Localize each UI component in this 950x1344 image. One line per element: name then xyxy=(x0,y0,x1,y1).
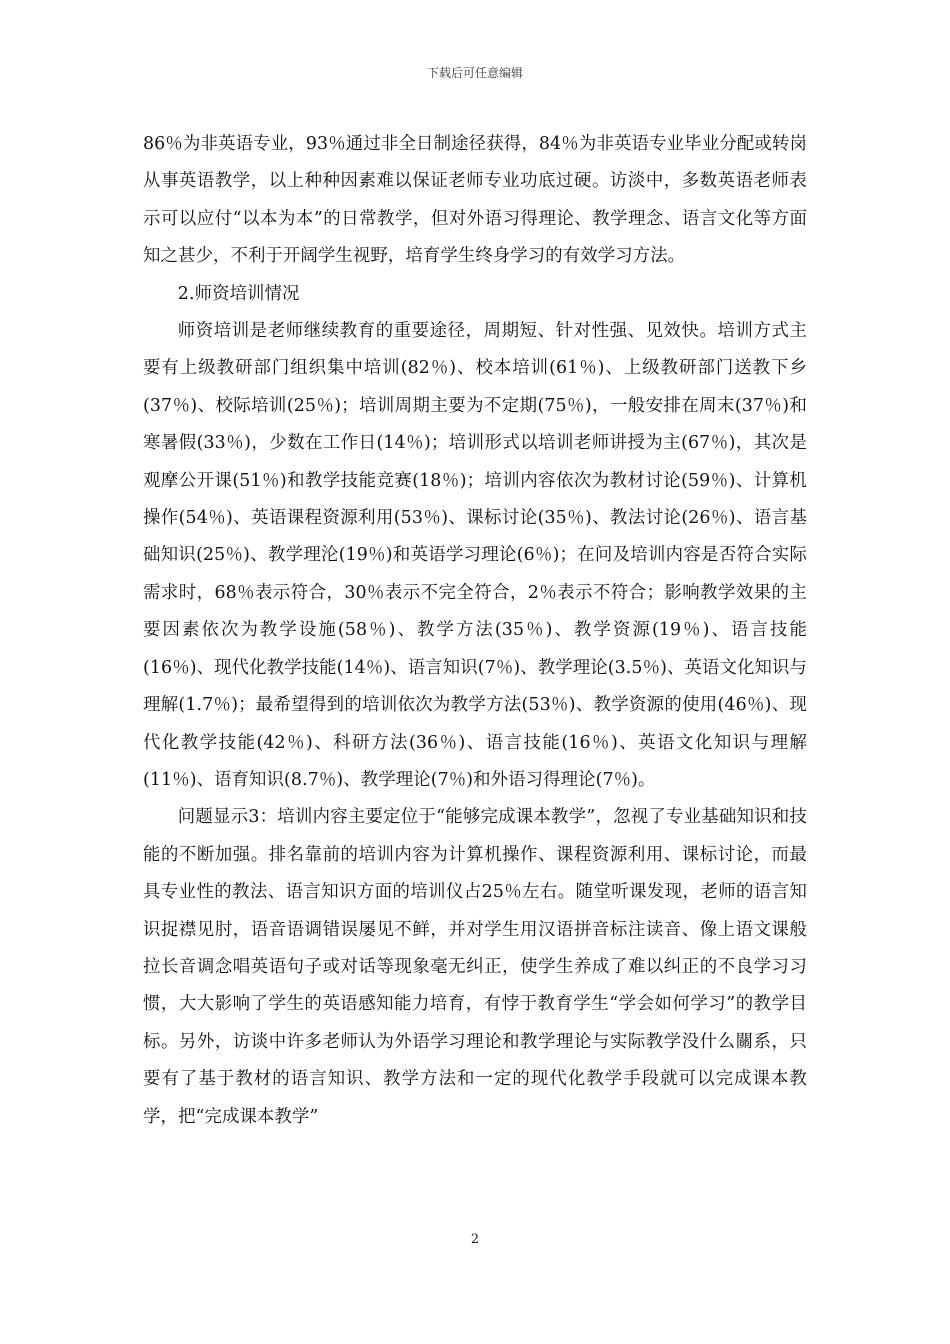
paragraph-training: 师资培训是老师继续教育的重要途径，周期短、针对性强、见效快。培训方式主要有上级教研部门组织集中培训(82％)、校本培训(61％)、上级教研部门送教下乡(37％)、校际培训(25％)；培训周期主要为不定期(75％)，一般安排在周末(37％)和寒暑假(33％)，少数在工作日(14％)；培训形式以培训老师讲授为主(67％)，其次是观摩公开课(51％)和教学技能竞赛(18％)；培训内容依次为教材讨论(59％)、计算机操作(54％)、英语课程资源利用(53％)、课标讨论(35％)、教法讨论(26％)、语言基础知识(25％)、教学理沦(19％)和英语学习理论(6％)；在问及培训内容是否符合实际需求时，68％表示符合，30％表示不完全符合，2％表示不符合；影响教学效果的主要因素依次为教学设施(58％)、教学方法(35％)、教学资源(19％)、语言技能(16％)、现代化教学技能(14％)、语言知识(7％)、教学理论(3.5％)、英语文化知识与理解(1.7％)；最希望得到的培训依次为教学方法(53％)、教学资源的使用(46％)、现代化教学技能(42％)、科研方法(36％)、语言技能(16％)、英语文化知识与理解(11％)、语育知识(8.7％)、教学理论(7％)和外语习得理论(7％)。 xyxy=(143,321,807,790)
section-heading: 2.师资培训情况 xyxy=(177,283,300,304)
paragraph-continuation: 86％为非英语专业，93％通过非全日制途径获得，84％为非英语专业毕业分配或转岗从事英语教学，以上种种因素难以保证老师专业功底过硬。访淡中，多数英语老师表示可以应付“以本为本”的日常教学，但对外语习得理论、教学理念、语言文化等方面知之甚少，不利于开阔学生视野，培育学生终身学习的有效学习方法。 xyxy=(143,134,807,267)
paragraph-problem-3: 问题显示3：培训内容主要定位于“能够完成课本教学”，忽视了专业基础知识和技能的不断加强。排名靠前的培训内容为计算机操作、课程资源利用、课标讨论，而最具专业性的教法、语言知识方面的培训仪占25％左右。随堂听课发现，老师的语言知识捉襟见肘，语音语调错误屡见不鲜，并对学生用汉语拼音标注读音、像上语文课般拉长音调念唱英语句子或对话等现象毫无纠正，使学生养成了难以纠正的不良学习习惯，大大影响了学生的英语感知能力培育，有悖于教育学生“学会如何学习”的教学目标。另外，访谈中许多老师认为外语学习理论和教学理论与实际教学没什么關系，只要有了基于教材的语言知识、教学方法和一定的现代化教学手段就可以完成课本教学，把“完成课本教学” xyxy=(143,807,807,1127)
page-number: 2 xyxy=(470,1232,480,1247)
page-header: 下载后可任意编辑 xyxy=(426,66,523,80)
document-body xyxy=(143,126,807,1136)
